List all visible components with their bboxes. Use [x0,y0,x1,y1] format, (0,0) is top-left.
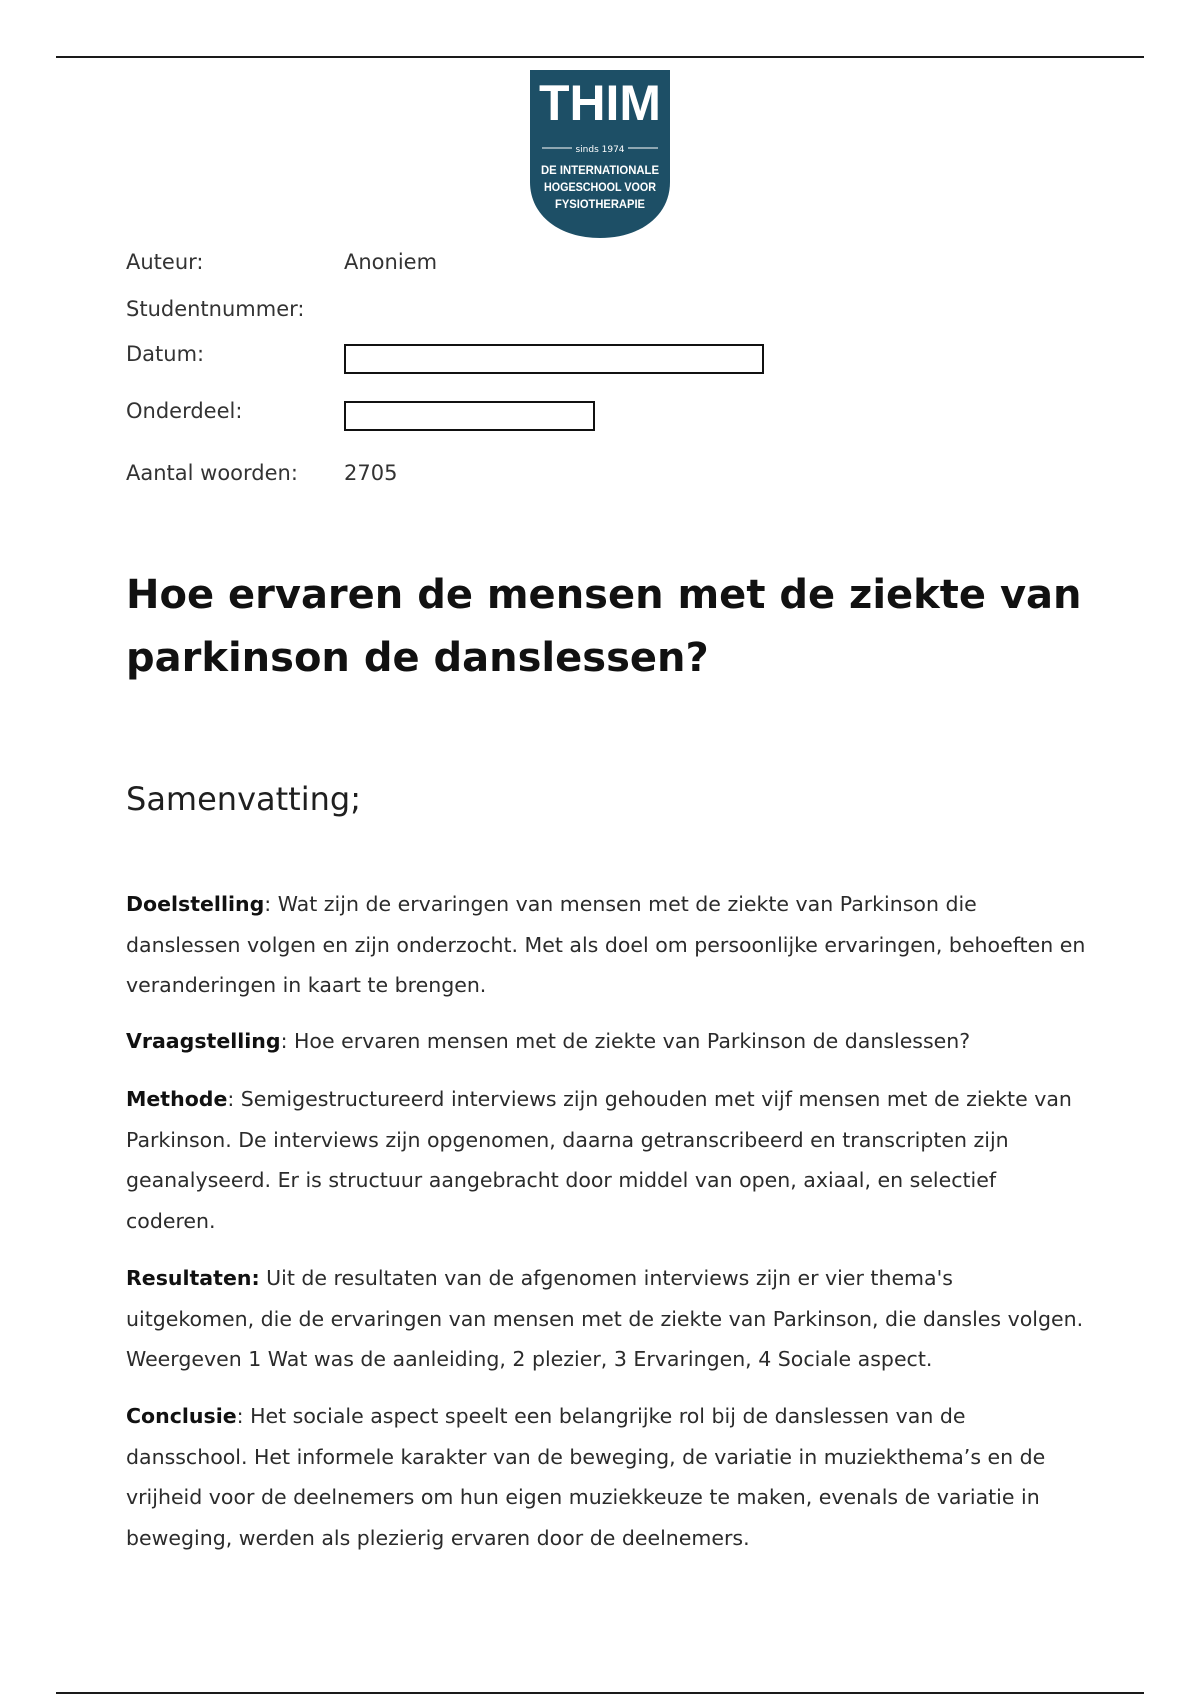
summary-heading: Samenvatting; [126,780,361,818]
meta-row-datum [126,342,1026,382]
resultaten-text: Uit de resultaten van de afgenomen interviews zijn er vier thema's uitgekomen, die de ervaringen van mensen met de ziekte van Parkinson, die dansles volgen. Weergeven 1 Wat was de aanleiding, 2 plezier, 3 Ervaringen, 4 Sociale aspect. [126,1266,1084,1371]
methode-text: : Semigestructureerd interviews zijn gehouden met vijf mensen met de ziekte van Parkinson. De interviews zijn opgenomen, daarna getranscribeerd en transcripten zijn geanalyseerd. Er is structuur aangebracht door middel van open, axiaal, en selectief coderen. [126,1087,1072,1233]
auteur-label: Auteur: [126,250,204,274]
conclusie-text: : Het sociale aspect speelt een belangrijke rol bij de danslessen van de dansschool. Het informele karakter van de beweging, de variatie in muziekthema’s en de vrijheid voor de deelnemers om hun eigen muziekkeuze te maken, evenals de variatie in beweging, werden als plezierig ervaren door de deelnemers. [126,1404,1046,1550]
logo-name: THIM [539,75,661,131]
meta-row-studentnummer [126,297,1026,337]
thim-logo [528,70,672,240]
section-resultaten [126,1258,1086,1380]
meta-row-auteur [126,250,1026,290]
woorden-label: Aantal woorden: [126,461,298,485]
conclusie-label: Conclusie [126,1404,237,1428]
onderdeel-redacted-box [344,401,595,431]
document-title: Hoe ervaren de mensen met de ziekte van parkinson de danslessen? [126,572,1082,681]
vraagstelling-text: : Hoe ervaren mensen met de ziekte van Parkinson de danslessen? [280,1029,971,1053]
onderdeel-label: Onderdeel: [126,399,243,423]
logo-line-1: DE INTERNATIONALE [541,163,659,177]
top-rule [56,56,1144,58]
section-conclusie [126,1396,1086,1558]
datum-label: Datum: [126,342,205,366]
auteur-value: Anoniem [344,250,438,274]
doelstelling-label: Doelstelling [126,892,265,916]
section-doelstelling [126,884,1086,1006]
methode-label: Methode [126,1087,228,1111]
resultaten-label: Resultaten: [126,1266,260,1290]
woorden-value: 2705 [344,461,398,485]
studentnummer-label: Studentnummer: [126,297,305,321]
vraagstelling-label: Vraagstelling [126,1029,281,1053]
meta-row-onderdeel [126,399,1026,439]
thim-shield-icon [528,70,672,240]
doelstelling-text: : Wat zijn de ervaringen van mensen met de ziekte van Parkinson die danslessen volgen en zijn onderzocht. Met als doel om persoonlijke ervaringen, behoeften en veranderingen in kaart te brengen. [126,892,1086,997]
logo-line-2: HOGESCHOOL VOOR [544,180,657,194]
logo-line-3: FYSIOTHERAPIE [555,197,645,211]
bottom-rule [56,1692,1144,1694]
logo-since: sinds 1974 [575,145,625,155]
datum-redacted-box [344,344,764,374]
meta-row-woorden [126,461,1026,501]
section-vraagstelling [126,1021,1086,1062]
section-methode [126,1079,1086,1241]
